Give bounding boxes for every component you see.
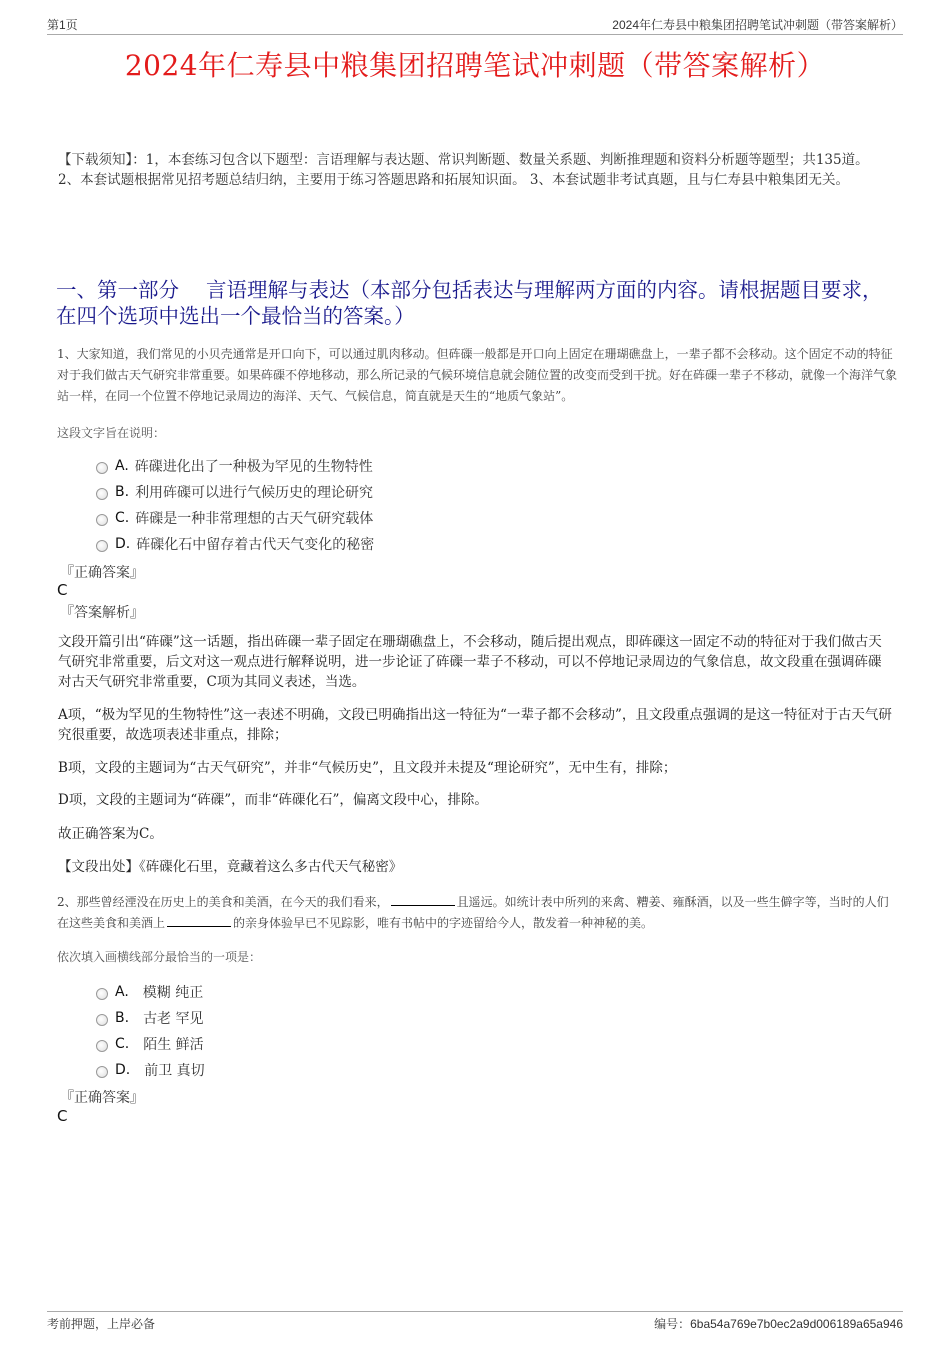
page-number: 第1页 <box>47 18 78 32</box>
question-2-prompt: 依次填入画横线部分最恰当的一项是： <box>57 950 262 964</box>
option-text: 陌生 鲜活 <box>143 1037 204 1053</box>
radio-button-icon[interactable] <box>96 988 108 1000</box>
question-2-option-d[interactable] <box>96 1057 205 1083</box>
footer-code <box>654 1315 903 1332</box>
correct-answer-value: C <box>57 1107 68 1125</box>
option-text: 砗磲化石中留存着古代天气变化的秘密 <box>136 537 375 553</box>
question-1-option-d[interactable] <box>96 531 374 557</box>
question-1-text: 1、大家知道，我们常见的小贝壳通常是开口向下，可以通过肌肉移动。但砗磲一般都是开口向上固定在珊瑚礁盘上，一辈子都不会移动。这个固定不动的特征对于我们做古天气研究非常重要。如果砗磲不停地移动，那么所记录的气候环境信息就会随位置的改变而受到干扰。好在砗磲一辈子不移动，就像一个海洋气象站一样，在同一个位置不停地记录周边的海洋、天气、气候信息，简直就是天生的“地质气象站”。 <box>57 347 898 403</box>
correct-answer-label: 『正确答案』 <box>60 1090 144 1106</box>
radio-button-icon[interactable] <box>96 462 108 474</box>
analysis-conclusion: 故正确答案为C。 <box>58 826 163 842</box>
option-text: 利用砗磲可以进行气候历史的理论研究 <box>135 485 374 501</box>
question-2-options <box>96 979 205 1083</box>
footer-code-label: 编号： <box>654 1317 691 1331</box>
option-text: 砗磲是一种非常理想的古天气研究载体 <box>135 511 374 527</box>
analysis-label: 『答案解析』 <box>60 605 144 621</box>
radio-button-icon[interactable] <box>96 1014 108 1026</box>
question-2-text-part1: 2、那些曾经湮没在历史上的美食和美酒，在今天的我们看来， <box>57 895 389 909</box>
fill-blank-1 <box>391 893 455 906</box>
correct-answer-value: C <box>57 581 68 599</box>
option-text: 砗磲进化出了一种极为罕见的生物特性 <box>134 459 373 475</box>
analysis-paragraph-3: B项，文段的主题词为“古天气研究”，并非“气候历史”，且文段并未提及“理论研究”，无中生有，排除； <box>58 760 677 776</box>
page-header <box>47 14 903 35</box>
option-letter: A. <box>115 984 129 1000</box>
option-letter: B. <box>115 484 130 500</box>
option-letter: D. <box>115 1062 131 1078</box>
option-letter: D. <box>115 536 131 552</box>
fill-blank-2 <box>167 914 231 927</box>
analysis-paragraph-2: A项，“极为罕见的生物特性”这一表述不明确，文段已明确指出这一特征为“一辈子都不会移动”，且文段重点强调的是这一特征对于古天气研究很重要，故选项表述非重点，排除； <box>58 707 892 743</box>
question-1-options <box>96 453 374 557</box>
download-notice: 【下载须知】：1，本套练习包含以下题型：言语理解与表达题、常识判断题、数量关系题、判断推理题和资料分析题等题型；共135道。 2、本套试题根据常见招考题总结归纳，主要用于练习答题思路和拓展知识面。 3、本套试题非考试真题，且与仁寿县中粮集团无关。 <box>58 152 869 188</box>
section-heading: 一、第一部分 言语理解与表达（本部分包括表达与理解两方面的内容。请根据题目要求，在四个选项中选出一个最恰当的答案。） <box>56 278 883 328</box>
radio-button-icon[interactable] <box>96 1040 108 1052</box>
radio-button-icon[interactable] <box>96 540 108 552</box>
analysis-source: 【文段出处】《砗磲化石里，竟藏着这么多古代天气秘密》 <box>58 859 403 875</box>
option-letter: B. <box>115 1010 130 1026</box>
option-letter: C. <box>115 1036 130 1052</box>
question-2-text-part3: 的亲身体验早已不见踪影，唯有书帖中的字迹留给今人，散发着一种神秘的美。 <box>233 916 654 930</box>
page-footer <box>47 1311 903 1334</box>
question-2-text-part2: 且遥远。如统计表中所列的来禽、糟姜、雍酥酒，以及一些生僻字等，当时的人们在这些美食和美酒上 <box>57 895 889 930</box>
question-2-text <box>57 892 897 934</box>
correct-answer-label: 『正确答案』 <box>60 565 144 581</box>
option-letter: C. <box>115 510 130 526</box>
analysis-paragraph-4: D项，文段的主题词为“砗磲”，而非“砗磲化石”，偏离文段中心，排除。 <box>58 792 488 808</box>
radio-button-icon[interactable] <box>96 1066 108 1078</box>
question-2-option-c[interactable] <box>96 1031 205 1057</box>
analysis-paragraph-1: 文段开篇引出“砗磲”这一话题，指出砗磲一辈子固定在珊瑚礁盘上，不会移动，随后提出观点，即砗磲这一固定不动的特征对于我们做古天气研究非常重要，后文对这一观点进行解释说明，进一步论证了砗磲一辈子不移动，可以不停地记录周边的气象信息，故文段重在强调砗磲对古天气研究非常重要，C项为其同义表述，当选。 <box>58 634 882 690</box>
radio-button-icon[interactable] <box>96 488 108 500</box>
option-text: 古老 罕见 <box>143 1011 204 1027</box>
radio-button-icon[interactable] <box>96 514 108 526</box>
question-2-option-a[interactable] <box>96 979 205 1005</box>
option-letter: A. <box>115 458 129 474</box>
footer-code-value: 6ba54a769e7b0ec2a9d006189a65a946 <box>690 1317 903 1331</box>
question-1-prompt: 这段文字旨在说明： <box>57 426 166 440</box>
question-2-option-b[interactable] <box>96 1005 205 1031</box>
footer-slogan: 考前押题，上岸必备 <box>47 1317 156 1331</box>
question-1-option-a[interactable] <box>96 453 374 479</box>
option-text: 模糊 纯正 <box>142 985 204 1001</box>
question-1-option-c[interactable] <box>96 505 374 531</box>
question-1-option-b[interactable] <box>96 479 374 505</box>
option-text: 前卫 真切 <box>144 1063 205 1079</box>
header-doc-name: 2024年仁寿县中粮集团招聘笔试冲刺题（带答案解析） <box>612 18 903 32</box>
document-title: 2024年仁寿县中粮集团招聘笔试冲刺题（带答案解析） <box>124 49 826 82</box>
